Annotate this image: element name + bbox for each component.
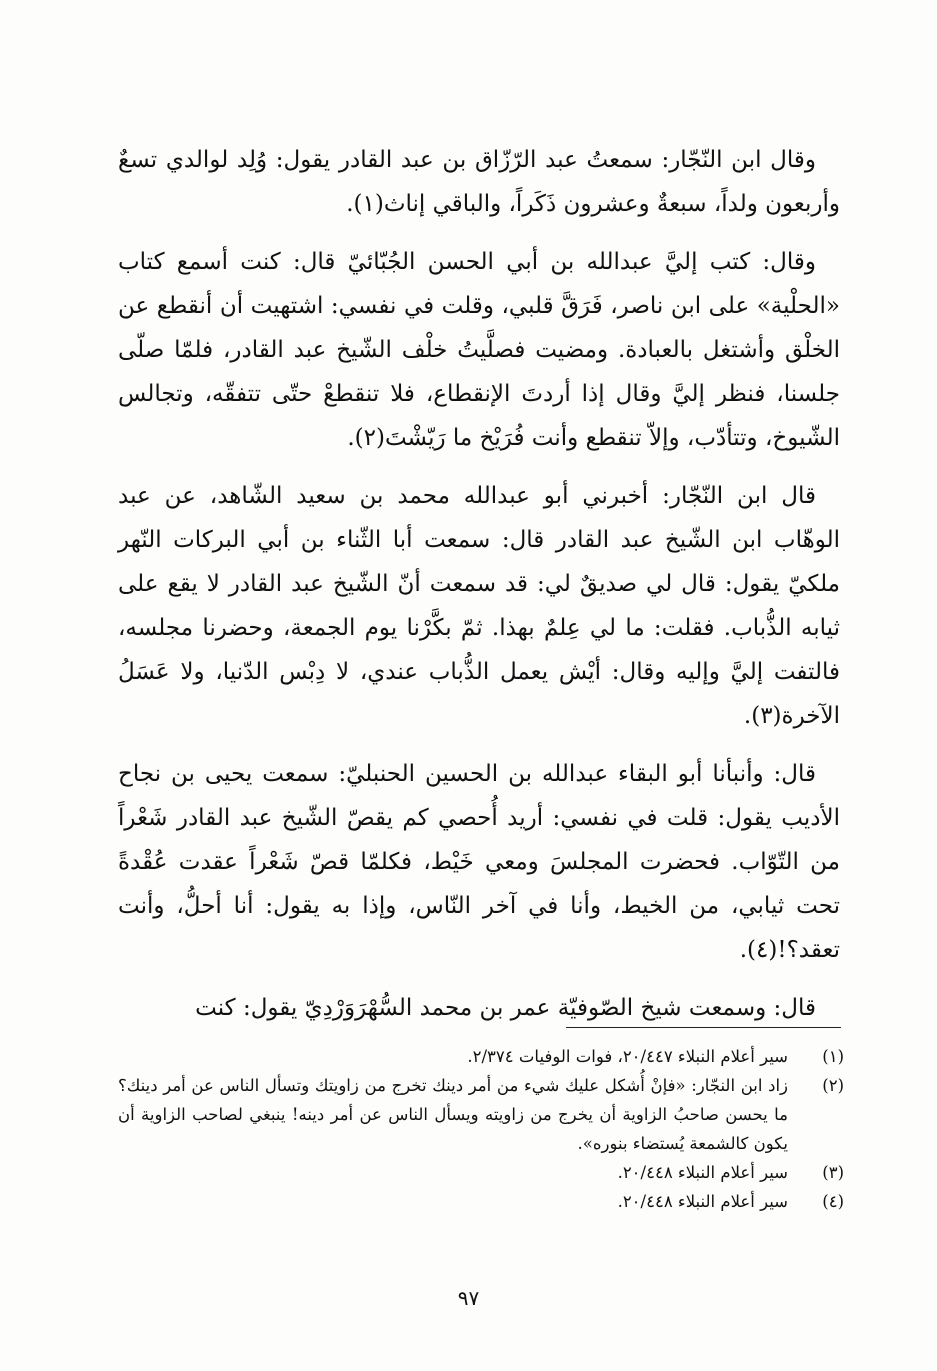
footnote-text: سير أعلام النبلاء ٢٠/٤٤٨.: [617, 1163, 788, 1182]
paragraph-2: [118, 240, 840, 460]
footnote-text: سير أعلام النبلاء ٢٠/٤٤٧، فوات الوفيات ٢/٣٧٤.: [467, 1047, 788, 1066]
paragraph-5: [118, 986, 840, 1030]
footnote-number: (٢): [822, 1076, 844, 1095]
page-number: ٩٧: [457, 1286, 480, 1310]
paragraph-text: وقال: كتب إليَّ عبدالله بن أبي الحسن الجُبّائيّ قال: كنت أسمع كتاب «الحلْية» على ابن ناصر، فَرَقَّ قلبي، وقلت في نفسي: اشتهيت أن أنقطع عن الخلْق وأشتغل بالعبادة. ومضيت فصلَّيتُ خلْف الشّيخ عبد القادر، فلمّا صلّى جلسنا، فنظر إليَّ وقال إذا أردتَ الإنقطاع، فلا تنقطعْ حتّى تتفقّه، وتجالس الشّيوخ، وتتأدّب، وإلاّ تنقطع وأنت فُرَيْخ ما رَيّشْتَ(٢).: [118, 249, 840, 451]
footnote-number: (١): [822, 1047, 844, 1066]
paragraph-text: قال: وأنبأنا أبو البقاء عبدالله بن الحسين الحنبليّ: سمعت يحيى بن نجاح الأديب يقول: قلت في نفسي: أريد أُحصي كم يقصّ الشّيخ عبد القادر شَعْراً من التّوّاب. فحضرت المجلسَ ومعي خَيْط، فكلمّا قصّ شَعْراً عقدت عُقْدةً تحت ثيابي، من الخيط، وأنا في آخر النّاس، وإذا به يقول: أنا أحلُّ، وأنت تعقد؟!(٤).: [118, 761, 840, 963]
footnotes: [118, 1042, 844, 1216]
footnote-number: (٣): [822, 1163, 844, 1182]
footnote-1: [118, 1042, 844, 1071]
footnote-text: سير أعلام النبلاء ٢٠/٤٤٨.: [617, 1192, 788, 1211]
footnote-text: زاد ابن النجّار: «فإنْ أُشكل عليك شيء من أمر دينك تخرج من زاويتك وتسأل الناس عن أمر دينك؟ ما يحسن صاحبُ الزاوية أن يخرج من زاويته ويسأل الناس عن أمر دينه! ينبغي لصاحب الزاوية أن يكون كالشمعة يُستضاء بنوره».: [118, 1076, 788, 1153]
main-text: [118, 138, 840, 1044]
paragraph-3: [118, 474, 840, 738]
paragraph-text: قال: وسمعت شيخ الصّوفيّة عمر بن محمد السُّهْرَوَرْدِيّ يقول: كنت: [195, 995, 816, 1021]
paragraph-text: قال ابن النّجّار: أخبرني أبو عبدالله محمد بن سعيد الشّاهد، عن عبد الوهّاب ابن الشّيخ عبد القادر قال: سمعت أبا الثّناء بن أبي البركات النّهر ملكيّ يقول: قال لي صديقٌ لي: قد سمعت أنّ الشّيخ عبد القادر لا يقع على ثيابه الذُّباب. فقلت: ما لي عِلمٌ بهذا. ثمّ بكَّرْنا يوم الجمعة، وحضرنا مجلسه، فالتفت إليَّ وإليه وقال: أيْش يعمل الذُّباب عندي، لا دِبْس الدّنيا، ولا عَسَلُ الآخرة(٣).: [118, 483, 840, 729]
paragraph-text: وقال ابن النّجّار: سمعتُ عبد الرّزّاق بن عبد القادر يقول: وُلِد لوالدي تسعٌ وأربعون ولداً، سبعةٌ وعشرون ذَكَراً، والباقي إناث(١).: [118, 147, 840, 217]
paragraph-1: [118, 138, 840, 226]
footnote-3: [118, 1158, 844, 1187]
footnote-2: [118, 1071, 844, 1158]
footnote-number: (٤): [822, 1192, 844, 1211]
footnote-separator: [566, 1027, 841, 1028]
paragraph-4: [118, 752, 840, 972]
footnote-4: [118, 1187, 844, 1216]
